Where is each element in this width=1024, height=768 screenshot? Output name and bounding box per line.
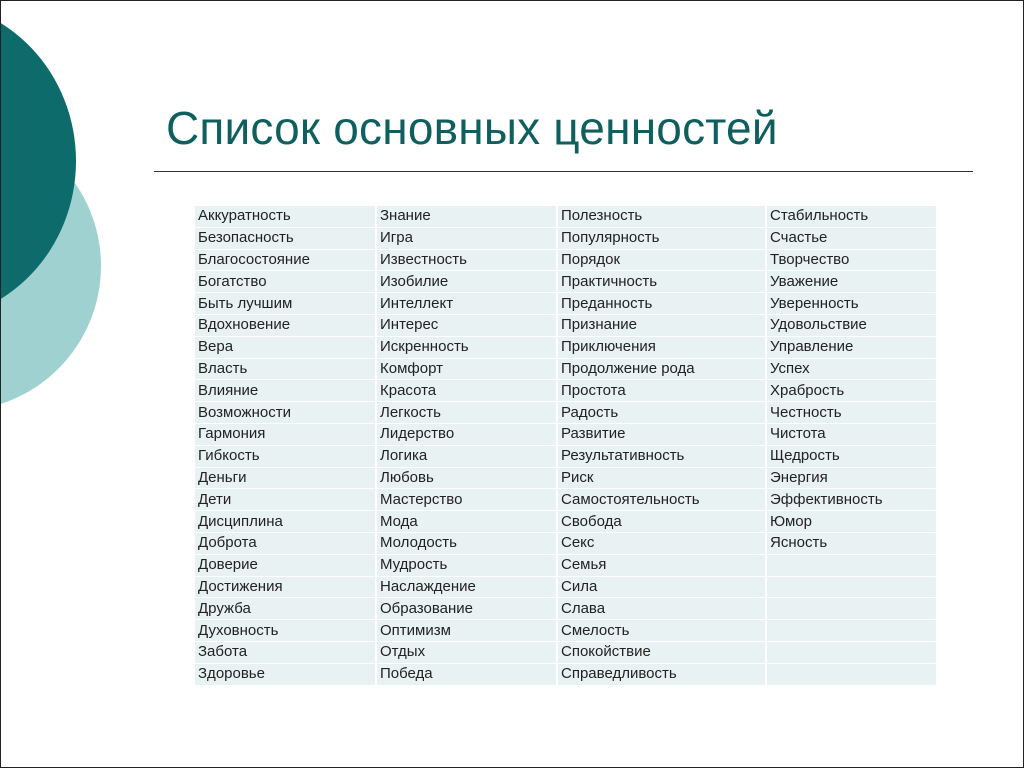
- table-cell: Юмор: [766, 511, 936, 533]
- table-cell: Чистота: [766, 423, 936, 445]
- table-cell: Отдых: [376, 641, 557, 663]
- table-cell: Свобода: [557, 511, 766, 533]
- table-cell: Радость: [557, 402, 766, 424]
- table-cell: Стабильность: [766, 206, 936, 227]
- table-cell: Самостоятельность: [557, 489, 766, 511]
- values-table: [195, 206, 936, 686]
- table-cell: Знание: [376, 206, 557, 227]
- table-cell: Энергия: [766, 467, 936, 489]
- table-cell: Преданность: [557, 293, 766, 315]
- table-row: [195, 445, 936, 467]
- table-row: [195, 271, 936, 293]
- table-row: [195, 598, 936, 620]
- table-cell: Смелость: [557, 620, 766, 642]
- table-cell: Вдохновение: [195, 314, 376, 336]
- table-cell: Удовольствие: [766, 314, 936, 336]
- table-cell: Порядок: [557, 249, 766, 271]
- table-cell: Семья: [557, 554, 766, 576]
- table-cell: Гибкость: [195, 445, 376, 467]
- table-cell: Мода: [376, 511, 557, 533]
- table-cell: Наслаждение: [376, 576, 557, 598]
- table-row: [195, 511, 936, 533]
- table-cell: Интерес: [376, 314, 557, 336]
- table-cell: Быть лучшим: [195, 293, 376, 315]
- table-cell: Изобилие: [376, 271, 557, 293]
- values-table-container: [195, 206, 936, 686]
- table-cell: Уверенность: [766, 293, 936, 315]
- table-cell: Продолжение рода: [557, 358, 766, 380]
- table-cell: Признание: [557, 314, 766, 336]
- table-cell: Вера: [195, 336, 376, 358]
- table-cell: Лидерство: [376, 423, 557, 445]
- table-cell: Эффективность: [766, 489, 936, 511]
- table-cell: Щедрость: [766, 445, 936, 467]
- table-cell: Молодость: [376, 532, 557, 554]
- table-cell: Любовь: [376, 467, 557, 489]
- table-row: [195, 554, 936, 576]
- table-cell: Доброта: [195, 532, 376, 554]
- table-cell: Простота: [557, 380, 766, 402]
- table-cell: Справедливость: [557, 663, 766, 685]
- title-divider: [154, 171, 973, 172]
- table-row: [195, 336, 936, 358]
- table-cell: Благосостояние: [195, 249, 376, 271]
- table-cell: Победа: [376, 663, 557, 685]
- table-cell: Честность: [766, 402, 936, 424]
- table-cell: Дружба: [195, 598, 376, 620]
- table-cell: Ясность: [766, 532, 936, 554]
- table-cell: Слава: [557, 598, 766, 620]
- table-cell: Уважение: [766, 271, 936, 293]
- table-row: [195, 380, 936, 402]
- table-row: [195, 358, 936, 380]
- table-cell: Здоровье: [195, 663, 376, 685]
- table-row: [195, 314, 936, 336]
- table-cell: Безопасность: [195, 227, 376, 249]
- table-cell: Успех: [766, 358, 936, 380]
- table-cell: Игра: [376, 227, 557, 249]
- table-cell: Риск: [557, 467, 766, 489]
- table-cell: Богатство: [195, 271, 376, 293]
- table-cell: Логика: [376, 445, 557, 467]
- table-cell: Духовность: [195, 620, 376, 642]
- table-row: [195, 249, 936, 271]
- table-cell: [766, 620, 936, 642]
- table-cell: Деньги: [195, 467, 376, 489]
- table-cell: Комфорт: [376, 358, 557, 380]
- table-row: [195, 489, 936, 511]
- table-cell: [766, 554, 936, 576]
- table-cell: Творчество: [766, 249, 936, 271]
- table-cell: Мастерство: [376, 489, 557, 511]
- table-row: [195, 467, 936, 489]
- table-row: [195, 576, 936, 598]
- table-cell: Возможности: [195, 402, 376, 424]
- table-cell: Храбрость: [766, 380, 936, 402]
- table-row: [195, 402, 936, 424]
- table-cell: Развитие: [557, 423, 766, 445]
- table-row: [195, 620, 936, 642]
- table-cell: Влияние: [195, 380, 376, 402]
- table-cell: Счастье: [766, 227, 936, 249]
- table-row: [195, 532, 936, 554]
- table-cell: Красота: [376, 380, 557, 402]
- table-cell: Дисциплина: [195, 511, 376, 533]
- table-cell: Приключения: [557, 336, 766, 358]
- table-cell: Достижения: [195, 576, 376, 598]
- table-cell: Легкость: [376, 402, 557, 424]
- table-cell: Известность: [376, 249, 557, 271]
- table-row: [195, 423, 936, 445]
- table-row: [195, 293, 936, 315]
- table-row: [195, 206, 936, 227]
- table-cell: Результативность: [557, 445, 766, 467]
- table-cell: Забота: [195, 641, 376, 663]
- table-cell: [766, 641, 936, 663]
- table-cell: Практичность: [557, 271, 766, 293]
- table-cell: Оптимизм: [376, 620, 557, 642]
- table-cell: [766, 663, 936, 685]
- table-cell: [766, 598, 936, 620]
- table-cell: Дети: [195, 489, 376, 511]
- table-row: [195, 641, 936, 663]
- slide-title: Список основных ценностей: [166, 102, 778, 154]
- table-cell: Гармония: [195, 423, 376, 445]
- table-row: [195, 663, 936, 685]
- table-cell: Власть: [195, 358, 376, 380]
- table-cell: Интеллект: [376, 293, 557, 315]
- table-cell: Управление: [766, 336, 936, 358]
- table-cell: [766, 576, 936, 598]
- table-cell: Спокойствие: [557, 641, 766, 663]
- table-cell: Секс: [557, 532, 766, 554]
- values-table-body: [195, 206, 936, 685]
- table-cell: Мудрость: [376, 554, 557, 576]
- table-cell: Популярность: [557, 227, 766, 249]
- table-cell: Искренность: [376, 336, 557, 358]
- table-cell: Аккуратность: [195, 206, 376, 227]
- table-cell: Сила: [557, 576, 766, 598]
- table-row: [195, 227, 936, 249]
- table-cell: Образование: [376, 598, 557, 620]
- table-cell: Полезность: [557, 206, 766, 227]
- table-cell: Доверие: [195, 554, 376, 576]
